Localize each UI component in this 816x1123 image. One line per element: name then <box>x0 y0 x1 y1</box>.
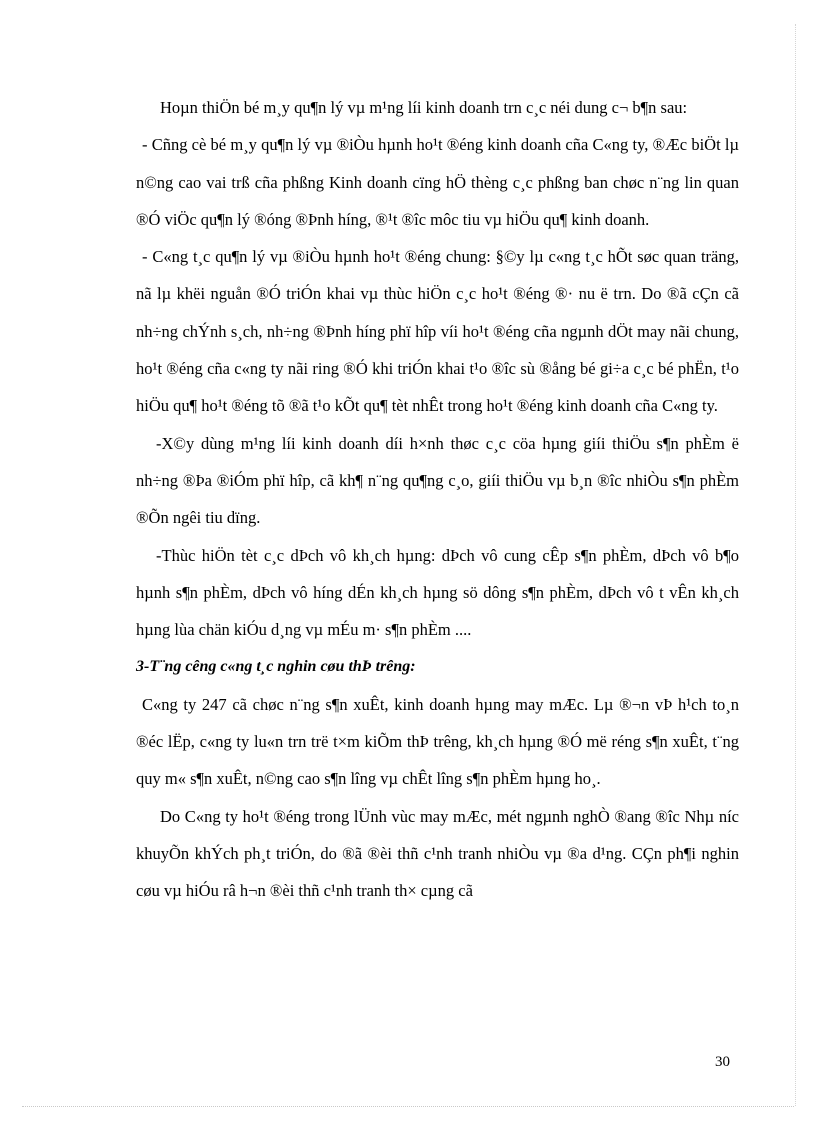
section-heading: 3-T¨ng cêng c«ng t¸c nghin cøu thÞ trêng: <box>136 658 416 676</box>
paragraph-bullet-3: -X©y dùng m¹ng líi kinh doanh díi h×nh thøc c¸c cöa hµng giíi thiÖu s¶n phÈm ë nh÷ng ®Þa ®iÓm phï hîp, cã kh¶ n¨ng qu¶ng c¸o, giíi thiÖu vµ b¸n ®îc nhiÒu s¶n phÈm ®Õn ngêi tiu dïng. <box>136 433 739 528</box>
margin-divider <box>795 24 796 1106</box>
paragraph-bullet-1: - Cñng cè bé m¸y qu¶n lý vµ ®iÒu hµnh ho¹t ®éng kinh doanh cña C«ng ty, ®Æc biÖt lµ n©ng cao vai trß cña phßng Kinh doanh cïng hÖ thèng c¸c phßng ban chøc n¨ng lin quan ®Ó viÖc qu¶n lý ®óng ®Þnh híng, ®¹t ®îc môc tiu vµ hiÖu qu¶ kinh doanh. <box>136 135 739 229</box>
paragraph-company: C«ng ty 247 cã chøc n¨ng s¶n xuÊt, kinh doanh hµng may mÆc. Lµ ®¬n vÞ h¹ch to¸n ®éc lËp, c«ng ty lu«n trn trë t×m kiÕm thÞ trêng, kh¸ch hµng ®Ó më réng s¶n xuÊt, t¨ng quy m« s¶n xuÊt, n©ng cao s¶n lîng vµ chÊt lîng s¶n phÈm hµng ho¸. <box>136 694 739 789</box>
page-number: 30 <box>715 1054 730 1070</box>
paragraph-bullet-2: - C«ng t¸c qu¶n lý vµ ®iÒu hµnh ho¹t ®éng chung: §©y lµ c«ng t¸c hÕt søc quan träng, nã lµ khëi nguån ®Ó triÓn khai vµ thùc hiÖn c¸c ho¹t ®éng ®· nu ë trn. Do ®ã cÇn cã nh÷ng chÝnh s¸ch, nh÷ng ®Þnh híng phï hîp víi ho¹t ®éng cña ngµnh dÖt may nãi chung, ho¹t ®éng cña c«ng ty nãi ring ®Ó khi triÓn khai t¹o ®îc sù ®ång bé gi÷a c¸c bé phËn, t¹o hiÖu qu¶ ho¹t ®éng tõ ®ã t¹o kÕt qu¶ tèt nhÊt trong ho¹t ®éng kinh doanh cña C«ng ty. <box>136 247 739 416</box>
paragraph-bullet-4: -Thùc hiÖn tèt c¸c dÞch vô kh¸ch hµng: dÞch vô cung cÊp s¶n phÈm, dÞch vô b¶o hµnh s¶n phÈm, dÞch vô híng dÉn kh¸ch hµng sö dông s¶n phÈm, dÞch vô t vÊn kh¸ch hµng lùa chän kiÓu d¸ng vµ mÉu m· s¶n phÈm .... <box>136 545 739 640</box>
paragraph-intro: Hoµn thiÖn bé m¸y qu¶n lý vµ m¹ng líi kinh doanh trn c¸c néi dung c¬ b¶n sau: <box>160 98 688 117</box>
footer-divider <box>22 1106 794 1107</box>
paragraph-competition: Do C«ng ty ho¹t ®éng trong lÜnh vùc may mÆc, mét ngµnh nghÒ ®ang ®îc Nhµ níc khuyÕn khÝch ph¸t triÓn, do ®ã ®èi thñ c¹nh tranh nhiÒu vµ ®a d¹ng. CÇn ph¶i nghin cøu vµ hiÓu râ h¬n ®èi thñ c¹nh tranh th× cµng cã <box>136 806 739 901</box>
body-text <box>136 89 739 910</box>
